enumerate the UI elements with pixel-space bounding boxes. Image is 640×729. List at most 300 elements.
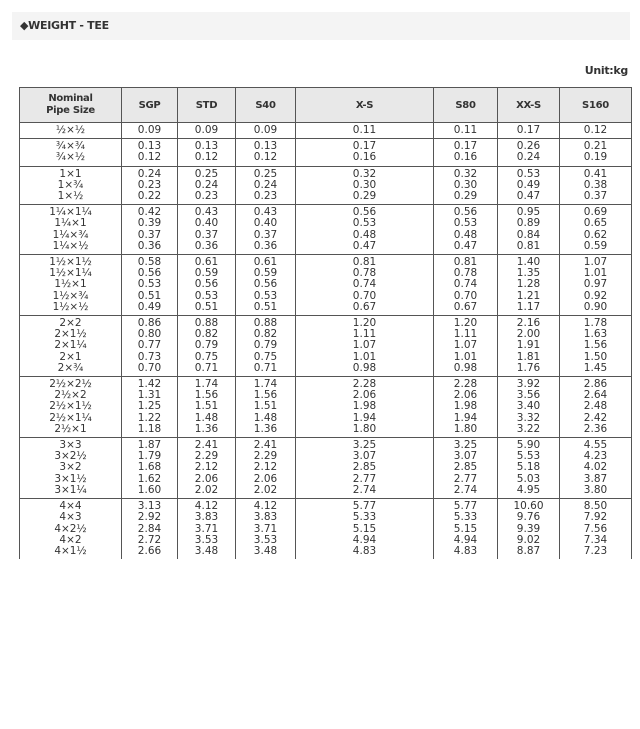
cell-value: 1.48 — [194, 411, 219, 424]
cell-value: 1.56 — [583, 339, 608, 352]
cell-value: 0.37 — [194, 228, 219, 241]
weight-cell — [178, 316, 236, 377]
cell-value: 0.29 — [352, 190, 377, 203]
weight-cell — [498, 166, 560, 205]
cell-value: ¾×¾ — [55, 140, 86, 153]
cell-value: 3.22 — [516, 422, 541, 435]
cell-value: 0.12 — [137, 151, 162, 164]
cell-value: 0.74 — [352, 278, 377, 291]
cell-value: 0.42 — [137, 206, 162, 219]
pipe-size-cell — [20, 255, 122, 316]
cell-value: 1.11 — [352, 328, 377, 341]
unit-label: Unit:kg — [584, 64, 628, 77]
cell-value: 2.36 — [583, 422, 608, 435]
weight-cell — [122, 377, 178, 438]
cell-value: 3.25 — [352, 439, 377, 452]
pipe-size-cell — [20, 139, 122, 166]
cell-value: 2.06 — [453, 389, 478, 402]
cell-value: 2.02 — [194, 483, 219, 496]
weight-cell — [236, 438, 296, 499]
cell-value: 2.00 — [516, 328, 541, 341]
weight-cell — [236, 205, 296, 255]
cell-value: 1.21 — [516, 289, 541, 302]
cell-value: 2½×2 — [54, 389, 87, 402]
cell-value: 0.69 — [583, 206, 608, 219]
cell-value: 0.09 — [137, 124, 162, 136]
cell-value: 1¼×1¼ — [49, 206, 92, 219]
cell-value: 1.78 — [583, 317, 608, 330]
cell-value: 0.30 — [352, 178, 377, 191]
cell-value: 1.94 — [453, 411, 478, 424]
weight-cell — [122, 205, 178, 255]
cell-value: 0.36 — [253, 239, 278, 252]
cell-value: 4×2½ — [54, 522, 87, 535]
cell-value: 5.33 — [352, 511, 377, 524]
cell-value: 3.07 — [453, 450, 478, 463]
cell-value: 2×1½ — [54, 328, 87, 341]
cell-value: 0.37 — [583, 190, 608, 203]
cell-value: 2.48 — [583, 400, 608, 413]
cell-value: 4.02 — [583, 461, 608, 474]
cell-value: 0.98 — [352, 361, 377, 374]
cell-value: 3.71 — [253, 522, 278, 535]
cell-value: 0.13 — [194, 140, 219, 153]
cell-value: 0.80 — [137, 328, 162, 341]
pipe-size-cell — [20, 377, 122, 438]
weight-cell — [498, 438, 560, 499]
cell-value: 0.53 — [253, 289, 278, 302]
cell-value: 5.15 — [352, 522, 377, 535]
cell-value: 1.62 — [137, 472, 162, 485]
cell-value: 0.17 — [516, 124, 541, 136]
cell-value: 0.59 — [583, 239, 608, 252]
cell-value: 0.53 — [137, 278, 162, 291]
weight-cell — [236, 139, 296, 166]
pipe-size-cell — [20, 499, 122, 560]
cell-value: 1.01 — [453, 350, 478, 363]
cell-value: 5.77 — [352, 500, 377, 513]
cell-value: 0.47 — [352, 239, 377, 252]
weight-cell — [296, 499, 434, 560]
cell-value: 1.48 — [253, 411, 278, 424]
cell-value: 0.23 — [137, 178, 162, 191]
weight-cell — [122, 123, 178, 139]
cell-value: 2½×2½ — [49, 378, 92, 391]
cell-value: 4.23 — [583, 450, 608, 463]
cell-value: 2.12 — [194, 461, 219, 474]
cell-value: 5.03 — [516, 472, 541, 485]
weight-cell — [236, 123, 296, 139]
cell-value: 2×1 — [59, 350, 82, 363]
cell-value: 0.79 — [194, 339, 219, 352]
cell-value: 4.12 — [194, 500, 219, 513]
cell-value: 1.51 — [253, 400, 278, 413]
column-header: XX-S — [498, 88, 560, 123]
cell-value: 0.12 — [194, 151, 219, 164]
cell-value: 7.92 — [583, 511, 608, 524]
cell-value: 0.53 — [516, 167, 541, 180]
cell-value: 2.28 — [352, 378, 377, 391]
cell-value: 1.68 — [137, 461, 162, 474]
cell-value: 1.51 — [194, 400, 219, 413]
table-row-group — [20, 438, 632, 499]
cell-value: 4.95 — [516, 483, 541, 496]
cell-value: 1.07 — [583, 256, 608, 269]
cell-value: 3.56 — [516, 389, 541, 402]
cell-value: 2.74 — [352, 483, 377, 496]
cell-value: 1½×1¼ — [49, 267, 92, 280]
weight-cell — [434, 316, 498, 377]
cell-value: 0.12 — [253, 151, 278, 164]
column-header: S80 — [434, 88, 498, 123]
cell-value: 0.90 — [583, 300, 608, 313]
cell-value: 0.37 — [253, 228, 278, 241]
cell-value: 0.70 — [352, 289, 377, 302]
cell-value: 1.76 — [516, 361, 541, 374]
cell-value: 0.16 — [453, 151, 478, 164]
cell-value: 5.77 — [453, 500, 478, 513]
cell-value: 2×¾ — [57, 361, 84, 374]
cell-value: 0.56 — [137, 267, 162, 280]
cell-value: 0.88 — [194, 317, 219, 330]
weight-cell — [296, 316, 434, 377]
weight-cell — [434, 255, 498, 316]
cell-value: 1.36 — [194, 422, 219, 435]
cell-value: 0.77 — [137, 339, 162, 352]
cell-value: 0.24 — [516, 151, 541, 164]
cell-value: 0.49 — [137, 300, 162, 313]
cell-value: 1¼×1 — [54, 217, 87, 230]
cell-value: 9.02 — [516, 533, 541, 546]
cell-value: 1.63 — [583, 328, 608, 341]
cell-value: 7.34 — [583, 533, 608, 546]
cell-value: 1¼×¾ — [52, 228, 89, 241]
cell-value: 1.11 — [453, 328, 478, 341]
cell-value: 5.18 — [516, 461, 541, 474]
cell-value: 2.77 — [352, 472, 377, 485]
cell-value: 3.92 — [516, 378, 541, 391]
cell-value: 1½×¾ — [52, 289, 89, 302]
cell-value: 0.70 — [453, 289, 478, 302]
weight-tee-table — [19, 87, 632, 559]
cell-value: 2.41 — [194, 439, 219, 452]
cell-value: 0.17 — [352, 140, 377, 153]
cell-value: 3.13 — [137, 500, 162, 513]
cell-value: 2.64 — [583, 389, 608, 402]
cell-value: 3×1¼ — [54, 483, 87, 496]
cell-value: 0.88 — [253, 317, 278, 330]
cell-value: 4.94 — [352, 533, 377, 546]
cell-value: 1.91 — [516, 339, 541, 352]
cell-value: 1.98 — [453, 400, 478, 413]
cell-value: 1½×½ — [52, 300, 89, 313]
weight-cell — [122, 166, 178, 205]
cell-value: 1.60 — [137, 483, 162, 496]
cell-value: 1.81 — [516, 350, 541, 363]
cell-value: 2.28 — [453, 378, 478, 391]
cell-value: 0.51 — [137, 289, 162, 302]
cell-value: 0.81 — [516, 239, 541, 252]
cell-value: 7.56 — [583, 522, 608, 535]
cell-value: 1.17 — [516, 300, 541, 313]
cell-value: 0.16 — [352, 151, 377, 164]
cell-value: ¾×½ — [55, 151, 86, 164]
cell-value: 0.24 — [253, 178, 278, 191]
cell-value: 0.39 — [137, 217, 162, 230]
cell-value: 2½×1¼ — [49, 411, 92, 424]
weight-cell — [560, 139, 632, 166]
cell-value: 0.32 — [453, 167, 478, 180]
pipe-size-cell — [20, 166, 122, 205]
table-row-group — [20, 166, 632, 205]
cell-value: 3.48 — [253, 544, 278, 557]
cell-value: 0.67 — [352, 300, 377, 313]
cell-value: 2.85 — [352, 461, 377, 474]
weight-cell — [560, 438, 632, 499]
weight-cell — [122, 255, 178, 316]
cell-value: 0.75 — [194, 350, 219, 363]
weight-cell — [434, 377, 498, 438]
weight-cell — [296, 438, 434, 499]
cell-value: 7.23 — [583, 544, 608, 557]
cell-value: 2.29 — [194, 450, 219, 463]
cell-value: 1.74 — [253, 378, 278, 391]
cell-value: 0.59 — [253, 267, 278, 280]
cell-value: 4.55 — [583, 439, 608, 452]
cell-value: 2.16 — [516, 317, 541, 330]
cell-value: 0.62 — [583, 228, 608, 241]
cell-value: 0.51 — [194, 300, 219, 313]
cell-value: 0.78 — [352, 267, 377, 280]
pipe-size-cell — [20, 205, 122, 255]
cell-value: 4×3 — [59, 511, 82, 524]
table-row-group — [20, 499, 632, 560]
weight-cell — [560, 255, 632, 316]
cell-value: 3.83 — [194, 511, 219, 524]
cell-value: 1½×1½ — [49, 256, 92, 269]
cell-value: 0.36 — [194, 239, 219, 252]
cell-value: 2.42 — [583, 411, 608, 424]
cell-value: 0.13 — [137, 140, 162, 153]
weight-cell — [236, 166, 296, 205]
cell-value: 0.26 — [516, 140, 541, 153]
column-header: STD — [178, 88, 236, 123]
weight-cell — [122, 499, 178, 560]
cell-value: 1.50 — [583, 350, 608, 363]
cell-value: 3.53 — [194, 533, 219, 546]
weight-cell — [178, 205, 236, 255]
table-row-group — [20, 255, 632, 316]
cell-value: 3.83 — [253, 511, 278, 524]
weight-cell — [122, 139, 178, 166]
cell-value: 1.01 — [583, 267, 608, 280]
cell-value: 0.21 — [583, 140, 608, 153]
weight-cell — [178, 123, 236, 139]
weight-cell — [296, 139, 434, 166]
cell-value: 1×¾ — [57, 178, 84, 191]
cell-value: 0.81 — [453, 256, 478, 269]
cell-value: 2.92 — [137, 511, 162, 524]
cell-value: 0.17 — [453, 140, 478, 153]
cell-value: 4.83 — [453, 544, 478, 557]
cell-value: 3.53 — [253, 533, 278, 546]
cell-value: 2½×1½ — [49, 400, 92, 413]
column-header: S160 — [560, 88, 632, 123]
weight-cell — [122, 316, 178, 377]
cell-value: 3.07 — [352, 450, 377, 463]
column-header: X-S — [296, 88, 434, 123]
cell-value: 0.78 — [453, 267, 478, 280]
cell-value: 0.29 — [453, 190, 478, 203]
cell-value: 3.40 — [516, 400, 541, 413]
cell-value: 0.47 — [516, 190, 541, 203]
cell-value: 1.07 — [453, 339, 478, 352]
cell-value: 0.32 — [352, 167, 377, 180]
cell-value: 9.39 — [516, 522, 541, 535]
cell-value: 4.94 — [453, 533, 478, 546]
cell-value: 2.12 — [253, 461, 278, 474]
cell-value: 0.75 — [253, 350, 278, 363]
weight-cell — [434, 123, 498, 139]
weight-cell — [296, 123, 434, 139]
cell-value: 2.06 — [253, 472, 278, 485]
cell-value: 0.74 — [453, 278, 478, 291]
cell-value: 8.87 — [516, 544, 541, 557]
cell-value: 2.86 — [583, 378, 608, 391]
cell-value: 5.90 — [516, 439, 541, 452]
cell-value: 0.70 — [137, 361, 162, 374]
cell-value: 0.43 — [194, 206, 219, 219]
cell-value: 0.13 — [253, 140, 278, 153]
cell-value: 4.12 — [253, 500, 278, 513]
cell-value: 0.71 — [194, 361, 219, 374]
cell-value: 2½×1 — [54, 422, 87, 435]
cell-value: 0.47 — [453, 239, 478, 252]
cell-value: 3×1½ — [54, 472, 87, 485]
cell-value: 2.77 — [453, 472, 478, 485]
cell-value: 0.79 — [253, 339, 278, 352]
cell-value: 2.66 — [137, 544, 162, 557]
cell-value: 0.61 — [194, 256, 219, 269]
weight-cell — [236, 499, 296, 560]
weight-cell — [498, 377, 560, 438]
cell-value: 0.56 — [194, 278, 219, 291]
cell-value: 8.50 — [583, 500, 608, 513]
cell-value: 1.80 — [352, 422, 377, 435]
weight-cell — [178, 255, 236, 316]
cell-value: 0.98 — [453, 361, 478, 374]
cell-value: 2.85 — [453, 461, 478, 474]
cell-value: 2.06 — [194, 472, 219, 485]
cell-value: 2.02 — [253, 483, 278, 496]
cell-value: 0.82 — [194, 328, 219, 341]
cell-value: 0.12 — [583, 124, 608, 136]
cell-value: 0.56 — [453, 206, 478, 219]
cell-value: 0.25 — [194, 167, 219, 180]
cell-value: 3.25 — [453, 439, 478, 452]
cell-value: 0.92 — [583, 289, 608, 302]
weight-cell — [296, 255, 434, 316]
cell-value: 1.20 — [352, 317, 377, 330]
cell-value: 0.11 — [352, 124, 377, 136]
cell-value: 2×2 — [59, 317, 82, 330]
weight-cell — [560, 205, 632, 255]
weight-cell — [498, 499, 560, 560]
cell-value: 0.37 — [137, 228, 162, 241]
cell-value: 1.28 — [516, 278, 541, 291]
cell-value: 1.07 — [352, 339, 377, 352]
cell-value: 1.42 — [137, 378, 162, 391]
weight-cell — [434, 166, 498, 205]
weight-cell — [498, 316, 560, 377]
weight-cell — [434, 499, 498, 560]
cell-value: ½×½ — [55, 124, 86, 136]
cell-value: 4×2 — [59, 533, 82, 546]
cell-value: 0.53 — [453, 217, 478, 230]
cell-value: 0.40 — [194, 217, 219, 230]
cell-value: 3×3 — [59, 439, 82, 452]
cell-value: 1.18 — [137, 422, 162, 435]
cell-value: 0.71 — [253, 361, 278, 374]
cell-value: 1¼×½ — [52, 239, 89, 252]
cell-value: 3.48 — [194, 544, 219, 557]
cell-value: 0.53 — [352, 217, 377, 230]
cell-value: 3.80 — [583, 483, 608, 496]
cell-value: 0.65 — [583, 217, 608, 230]
cell-value: 5.15 — [453, 522, 478, 535]
weight-cell — [178, 139, 236, 166]
cell-value: 3×2½ — [54, 450, 87, 463]
weight-cell — [560, 499, 632, 560]
cell-value: 1.79 — [137, 450, 162, 463]
weight-cell — [296, 377, 434, 438]
table-row-group — [20, 205, 632, 255]
cell-value: 0.59 — [194, 267, 219, 280]
section-title: ◆WEIGHT - TEE — [20, 19, 109, 32]
cell-value: 0.25 — [253, 167, 278, 180]
cell-value: 1.40 — [516, 256, 541, 269]
cell-value: 0.73 — [137, 350, 162, 363]
column-header: SGP — [122, 88, 178, 123]
cell-value: 1.98 — [352, 400, 377, 413]
column-header: Nominal Pipe Size — [20, 88, 122, 123]
cell-value: 0.97 — [583, 278, 608, 291]
cell-value: 2.06 — [352, 389, 377, 402]
cell-value: 0.23 — [253, 190, 278, 203]
cell-value: 2.29 — [253, 450, 278, 463]
cell-value: 0.43 — [253, 206, 278, 219]
cell-value: 1.87 — [137, 439, 162, 452]
weight-cell — [434, 139, 498, 166]
cell-value: 0.56 — [352, 206, 377, 219]
column-header: S40 — [236, 88, 296, 123]
weight-cell — [560, 123, 632, 139]
cell-value: 1×½ — [57, 190, 84, 203]
weight-cell — [434, 205, 498, 255]
cell-value: 0.24 — [194, 178, 219, 191]
cell-value: 0.48 — [453, 228, 478, 241]
cell-value: 2.84 — [137, 522, 162, 535]
cell-value: 1.31 — [137, 389, 162, 402]
cell-value: 0.38 — [583, 178, 608, 191]
cell-value: 4.83 — [352, 544, 377, 557]
cell-value: 0.84 — [516, 228, 541, 241]
cell-value: 1.01 — [352, 350, 377, 363]
weight-cell — [178, 499, 236, 560]
cell-value: 3.87 — [583, 472, 608, 485]
weight-cell — [236, 377, 296, 438]
cell-value: 1.56 — [253, 389, 278, 402]
